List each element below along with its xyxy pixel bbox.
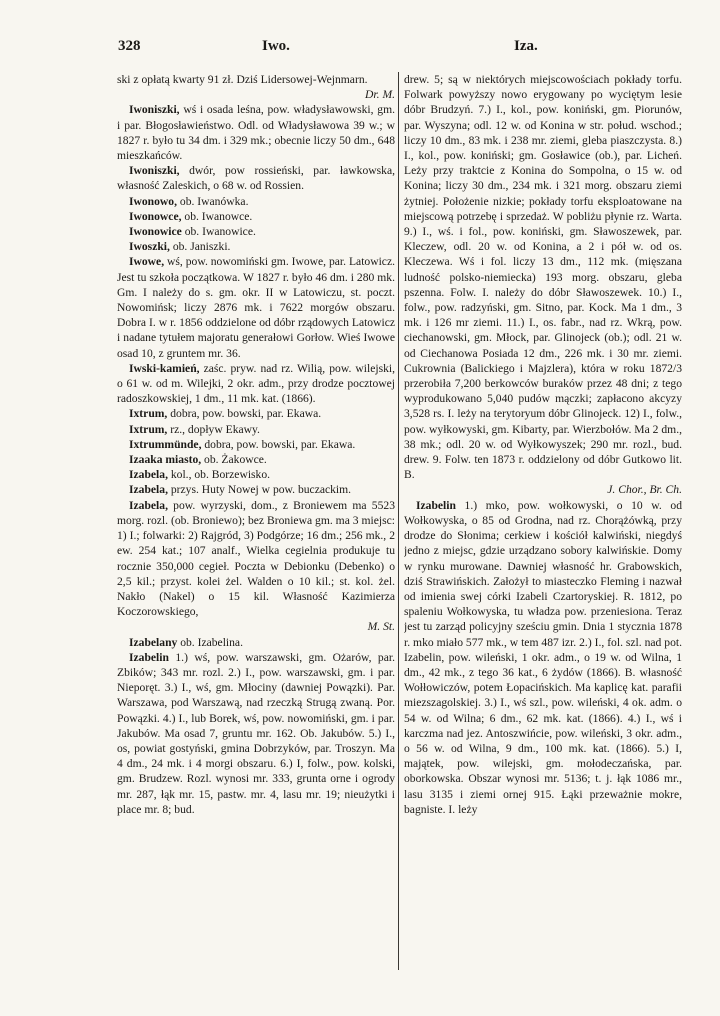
left-column [117, 72, 395, 1002]
dictionary-entry [117, 361, 395, 407]
entry-text: pow. wyrzyski, dom., z Broniewem ma 5523 morg. rozl. (ob. Broniewo); bez Broniewa gm. ma 3 miejsc: 1) I.; folwarki: 2) Rajgród, 3) Podgórze; 16 dm.; 256 mk., 2 ew. 254 kat.; 107 analf., Wielka cegielnia produkuje tu rocznie 350,000 cegieł. Poczta w Debionku (Debenko) o 2,5 kil.; przyst. kolei żel. Walden o 10 kil.; st. kol. żel. Nakło (Nakel) o 15 kil. Własność Kazimierza Koczorowskiego, [117, 498, 395, 619]
dictionary-entry [117, 102, 395, 163]
entry-text: dobra, pow. bowski, par. Ekawa. [201, 437, 356, 451]
entry-text: ob. Janiszki. [169, 240, 231, 254]
entry-text: ob. Izabelina. [177, 635, 243, 649]
dictionary-entry [117, 406, 395, 421]
dictionary-entry [117, 72, 395, 102]
entry-headword: Izabela, [129, 468, 168, 482]
entry-headword: Iwowe, [129, 255, 165, 269]
entry-text: dobra, pow. bowski, par. Ekawa. [167, 407, 322, 421]
entry-headword: Izabelany [129, 635, 178, 649]
entry-text: rz., dopływ Ekawy. [167, 422, 260, 436]
entry-text: kol., ob. Borzewisko. [167, 468, 271, 482]
entry-text: dwór, pow rossieński, par. ławkowska, własność Zaleskich, o 68 w. od Rossien. [117, 164, 395, 193]
entry-signature: J. Chor., Br. Ch. [607, 483, 682, 497]
entry-headword: Iwoniszki, [129, 164, 180, 178]
dictionary-entry [117, 163, 395, 193]
entry-text: wś, pow. nowomiński gm. Iwowe, par. Latowicz. Jest tu szkoła początkowa. W 1827 r. było 46 dm. i 280 mk. Gm. I należy do s. gm. okr. II w Latowiczu, st. poczt. Nowomińsk; liczy 2876 mk. i 7622 morgów obszaru. Dobra I. w r. 1856 oddzielone od dóbr rządowych Latowicz i nadane tytułem majoratu generałowi Gorłow. Wieś Iwowe osad 10, z gruntem mr. 36. [117, 255, 395, 360]
entry-headword: Izabela, [129, 498, 168, 512]
right-column [404, 72, 682, 1002]
entry-headword: Iwonowce, [129, 209, 182, 223]
entry-signature: Dr. M. [365, 88, 395, 102]
entry-text: przys. Huty Nowej w pow. buczackim. [167, 483, 352, 497]
dictionary-entry [117, 437, 395, 452]
dictionary-entry [117, 482, 395, 497]
entry-headword: Ixtrummünde, [129, 437, 202, 451]
entry-text: ob. Iwanówka. [177, 194, 249, 208]
entry-text: ski z opłatą kwarty 91 zł. Dziś Lidersowej-Wejnmarn. [117, 73, 368, 86]
dictionary-entry [117, 650, 395, 817]
entry-headword: Izabelin [129, 650, 169, 664]
dictionary-entry [117, 467, 395, 482]
page-number: 328 [118, 38, 141, 54]
entry-text: ob. Iwanowce. [181, 209, 253, 223]
entry-headword: Iwoszki, [129, 240, 170, 254]
entry-headword: Iwonowo, [129, 194, 177, 208]
dictionary-entry [117, 239, 395, 254]
entry-text: wś i osada leśna, pow. władysławowski, gm. i par. Błogosławieństwo. Odl. od Władysławowa 39 w.; w 1827 r. było tu 34 dm. i 329 mk.; obecnie liczy 50 dm., 648 mieszkańców. [117, 103, 395, 163]
entry-headword: Iwoniszki, [129, 103, 180, 117]
entry-headword: Iwski-kamień, [129, 361, 200, 375]
entry-text: ob. Żakowce. [201, 453, 267, 467]
column-divider [398, 72, 399, 970]
entry-text: zaśc. pryw. nad rz. Wilią, pow. wilejski, o 61 w. od m. Wilejki, 2 okr. adm., przy drodze pocztowej radoszkowskiej, 1 dm., 11 mk. kat. (1866). [117, 361, 395, 406]
dictionary-entry [117, 635, 395, 650]
entry-headword: Iwonowice [129, 225, 182, 239]
entry-text: ob. Iwanowice. [181, 225, 256, 239]
dictionary-entry [117, 422, 395, 437]
entry-text: drew. 5; są w niektórych miejscowościach pokłady torfu. Folwark powyższy nowo erygowany po wyciętym lesie dóbr Brudzyń. 7.) I., kol., pow. koniński, gm. Piorunów, par. Wyszyna; odl. 12 w. od Konina w str. połud. wschod.; liczy 10 dm., 83 mk. i 238 mr. ziemi, gleba piaszczysta. 8.) I., kol., pow. koniński; gm. Gosławice (ob.), par. Licheń. Leży przy traktcie z Konina do Sompolna, o 15 w. od Konina; liczy 30 dm., 234 mk. i 321 morg. obszaru ziemi żytniej. Położenie nizkie; pokłady torfu eksploatowane na miejscową potrzebę i sprzedaż. W pobliżu płynie rz. Warta. 9.) I., wś. i fol., pow. koniński, gm. Sławoszewek, par. Kleczew, odl. 20 w. od Konina, a 2 i pół w. od os. Kleczewa. Wś i fol. liczy 13 dm., 112 mk. (mięszana ludność polsko-niemiecka) 193 morg. obszaru, gleba pszenna. Folw. I. należy do dóbr Sławoszewek. 10.) I., folw., pow. radzyński, gm. Sitno, par. Kock. Ma 1 dm., 3 mk. i 126 mr ziemi. 11.) I., os. fabr., nad rz. Wkrą, pow. ciechanowski, gm. Młock, par. Glinojeck (ob.); odl. 21 w. od Ciechanowa Posiada 12 dm., 226 mk. i 30 mr. ziemi. Cukrownia (Balickiego i Majzlera), która w roku 1872/3 przerobiła 7,200 berkowców buraków przez 48 dni; z tego wyprodukowano 5,040 pudów mączki; zapłacono akcyzy 3,528 rs. I. leży na terytoryum dóbr Glinojeck. 12) I., folw., pow. wyłkowyski, gm. Kibarty, par. Wierzbołów. Ma 2 dm., 38 mk.; odl. 20 w. od Wyłkowyszek; 290 mr. rozl., bud. drew. 9. Folw. ten 1873 r. oddzielony od dóbr Gutkowo lit. B. [404, 73, 682, 482]
dictionary-entry [117, 209, 395, 224]
entry-headword: Izaaka miasto, [129, 453, 202, 467]
entry-text: 1.) mko, pow. wołkowyski, o 10 w. od Wołkowyska, o 85 od Grodna, nad rz. Chorążówką, przy drodze do Słonima; cerkiew i kościół kalwiński, niegdyś jedno z miejsc, gdzie urządzano sobory kalwińskie. Domy w rynku murowane. Dawniej własność hr. Grabowskich, dziś Strawińskich. Założył to miasteczko Fleming i nazwał od imienia swej córki Izabeli Czartoryskiej. R. 1812, po spaleniu Wołkowyska, tu władza pow. przeniesiona. Teraz jest tu zarząd policyjny sześciu gmin. Dnia 1 stycznia 1878 r. mko miało 577 mk., w tem 487 izr. 2.) I., fol. szl. nad pot. Izabelin, pow. wileński, 1 okr. adm., o 19 w. od Wilna, 1 dm., 42 mk., z tego 36 kat., 6 żydów (1866). B. własność Wołłowiczów, potem Łopacińskich. Ma kaplicę kat. parafii miezszagolskiej. 3.) I., wś szl., pow. wileński, 4 ok. adm. o 54 w. od Wilna; 6 dm., 62 mk. kat. (1866). 4.) I., wś i karczma nad jez. Antoszwińcie, pow. wileński, 3 okr. adm., o 56 w. od Wilna, 9 dm., 100 mk. kat. (1866). 5.) I, majątek, pow. wilejski, gm. mołodeczańska, par. oborkowska. Obszar wynosi mr. 5136; t. j. łąk 1086 mr., lasu 3135 i ziemi ornej 915. Łąki przeważnie mokre, bagniste. I. leży [404, 498, 682, 816]
entry-headword: Izabela, [129, 483, 168, 497]
entry-headword: Ixtrum, [129, 422, 168, 436]
dictionary-entry [117, 452, 395, 467]
dictionary-entry [117, 254, 395, 360]
dictionary-entry [404, 498, 682, 817]
dictionary-entry [117, 498, 395, 635]
dictionary-entry [404, 72, 682, 498]
dictionary-entry [117, 224, 395, 239]
entry-text: 1.) wś, pow. warszawski, gm. Ożarów, par. Zbików; 343 mr. rozl. 2.) I., pow. warszawski, gm. i par. Nieporęt. 3.) I., wś, gm. Młociny (dawniej Powązki). Par. Warszawa, pod Warszawą, nad rzeczką Strugą zwaną. Por. Powązki. 4.) I., lub Borek, wś, pow. nowomiński, gm. i par. Jakubów. Ma osad 7, gruntu mr. 162. Ob. Jakubów. 5.) I., os, powiat gostyński, gmina Dobrzyków, par. Troszyn. Ma 4 dm., 24 mk. i 4 morgi obszaru. 6.) I, folw., pow. kolski, gm. Brudzew. Rozl. wynosi mr. 333, grunta orne i ogrody mr. 287, łąk mr. 15, pastw. mr. 4, lasu mr. 19; nieużytki i place mr. 8; bud. [117, 650, 395, 816]
dictionary-entry [117, 194, 395, 209]
left-running-head: Iwo. [262, 38, 290, 54]
right-running-head: Iza. [514, 38, 538, 54]
entry-headword: Ixtrum, [129, 407, 168, 421]
entry-signature: M. St. [367, 620, 395, 634]
entry-headword: Izabelin [416, 498, 456, 512]
